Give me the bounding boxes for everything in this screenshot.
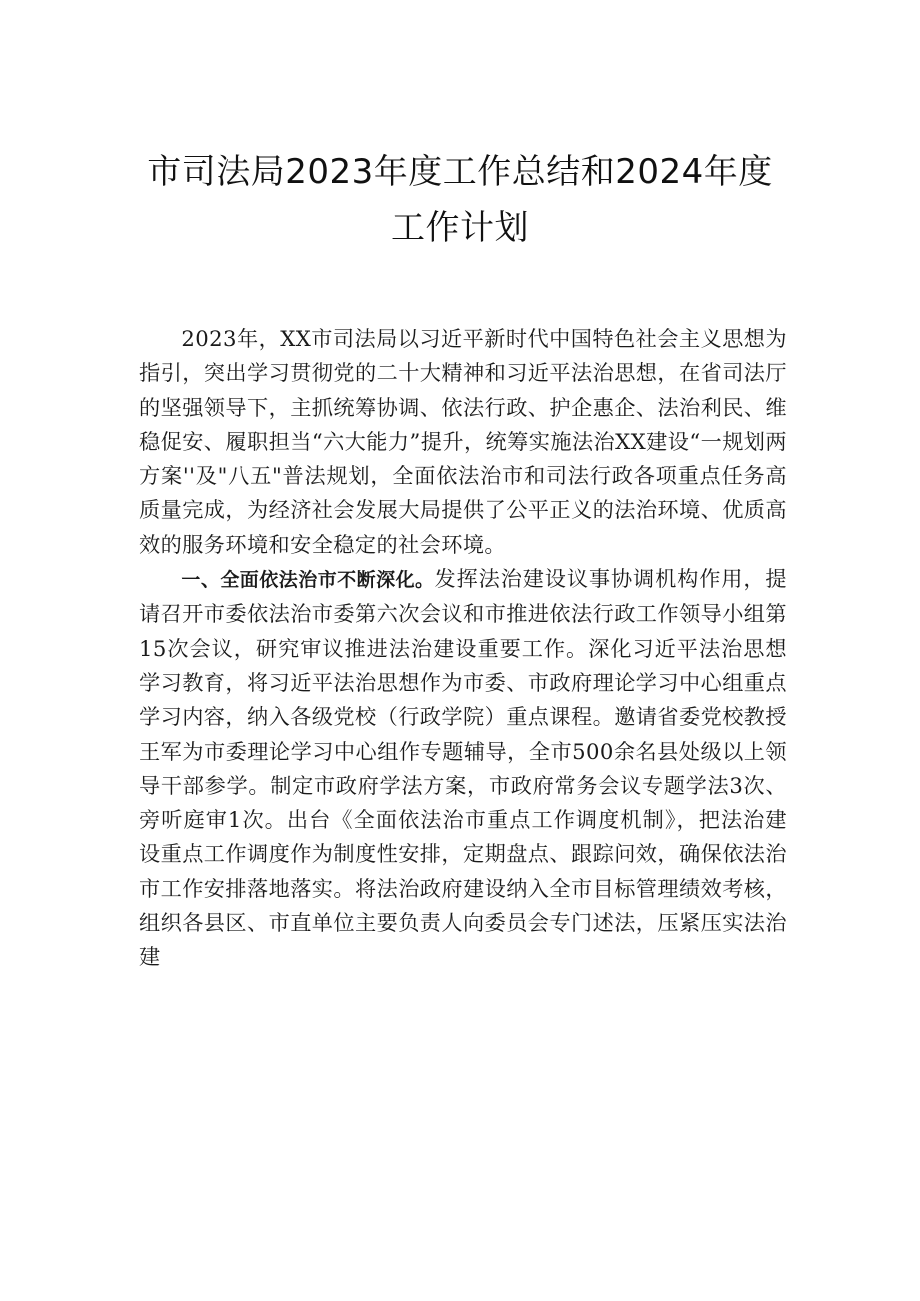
intro-paragraph: 2023年，XX市司法局以习近平新时代中国特色社会主义思想为指引，突出学习贯彻党的二十大精神和习近平法治思想，在省司法厅的坚强领导下，主抓统筹协调、依法行政、护企惠企、法治利民、维稳促安、履职担当“六大能力”提升，统筹实施法治XX建设“一规划两方案''及"八五"普法规划，全面依法治市和司法行政各项重点任务高质量完成，为经济社会发展大局提供了公平正义的法治环境、优质高效的服务环境和安全稳定的社会环境。: [139, 326, 787, 557]
section-1-heading: 一、全面依法治市不断深化。: [181, 569, 435, 592]
document-title-line-1: 市司法局2023年度工作总结和2024年度: [147, 152, 773, 192]
section-1-text: 发挥法治建设议事协调机构作用，提请召开市委依法治市委第六次会议和市推进依法行政工作领导小组第15次会议，研究审议推进法治建设重要工作。深化习近平法治思想学习教育，将习近平法治思想作为市委、市政府理论学习中心组重点学习内容，纳入各级党校（行政学院）重点课程。邀请省委党校教授王军为市委理论学习中心组作专题辅导，全市500余名县处级以上领导干部参学。制定市政府学法方案，市政府常务会议专题学法3次、旁听庭审1次。出台《全面依法治市重点工作调度机制》，把法治建设重点工作调度作为制度性安排，定期盘点、跟踪问效，确保依法治市工作安排落地落实。将法治政府建设纳入全市目标管理绩效考核，组织各县区、市直单位主要负责人向委员会专门述法，压紧压实法治建: [139, 566, 787, 970]
section-1-paragraph: [139, 562, 787, 975]
document-body: [139, 322, 787, 975]
document-title-line-2: 工作计划: [391, 208, 529, 248]
